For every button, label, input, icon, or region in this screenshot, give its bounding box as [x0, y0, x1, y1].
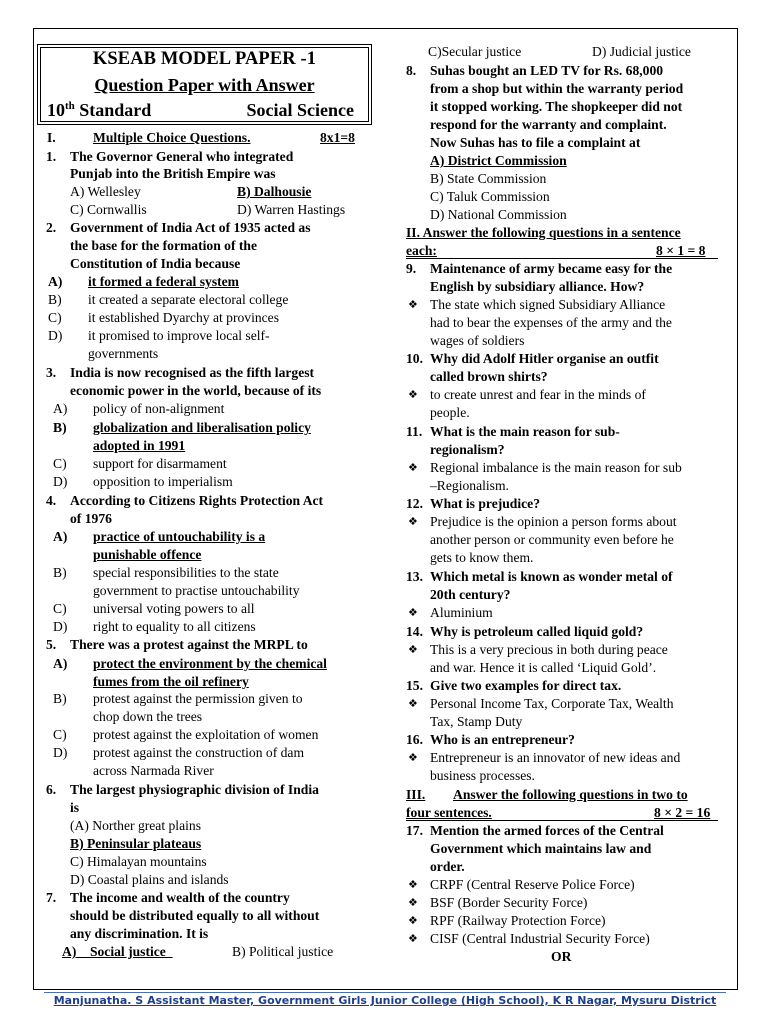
footer-divider	[44, 992, 726, 993]
q16-answer-2: business processes.	[430, 768, 535, 783]
q7-option-b: B) Political justice	[232, 944, 334, 959]
q13-number: 13.	[406, 569, 423, 584]
q4-c-label: C)	[53, 601, 67, 616]
q5-a-label: A)	[53, 656, 68, 671]
q4-option-a-answer: practice of untouchability is a	[93, 529, 266, 544]
q4-text: According to Citizens Rights Protection Act	[70, 493, 324, 508]
q8-option-b: B) State Commission	[430, 171, 547, 186]
q13-text: Which metal is known as wonder metal of	[430, 569, 673, 584]
q17-text: Mention the armed forces of the Central	[430, 823, 664, 838]
section-2-underline	[406, 258, 718, 259]
bullet-diamond-icon: ❖	[408, 515, 418, 528]
q5-number: 5.	[46, 637, 57, 652]
q3-option-d: opposition to imperialism	[93, 474, 233, 489]
q7-number: 7.	[46, 890, 57, 905]
q4-option-b: special responsibilities to the state	[93, 565, 279, 580]
q16-number: 16.	[406, 732, 423, 747]
q1-number: 1.	[46, 149, 57, 164]
q17-answer-4: CISF (Central Industrial Security Force)	[430, 931, 650, 946]
q8-text-5: Now Suhas has to file a complaint at	[430, 135, 641, 150]
section-2-title: II. Answer the following questions in a sentence	[406, 225, 681, 240]
bullet-diamond-icon: ❖	[408, 643, 418, 656]
q1-option-c: C) Cornwallis	[70, 202, 147, 217]
paper-subtitle: Question Paper with Answer	[94, 75, 315, 95]
q2-text: Government of India Act of 1935 acted as	[70, 220, 311, 235]
q8-text-3: it stopped working. The shopkeeper did not	[430, 99, 683, 114]
q8-text-2: from a shop but within the warranty period	[430, 81, 684, 96]
q11-answer-2: –Regionalism.	[430, 478, 509, 493]
bullet-diamond-icon: ❖	[408, 932, 418, 945]
q12-number: 12.	[406, 496, 423, 511]
q17-text-2: Government which maintains law and	[430, 841, 652, 856]
q3-text-2: economic power in the world, because of its	[70, 383, 322, 398]
q5-option-d: protest against the construction of dam	[93, 745, 305, 760]
q4-option-a-answer-2: punishable offence	[93, 547, 202, 562]
q15-text: Give two examples for direct tax.	[430, 678, 622, 693]
q11-answer: Regional imbalance is the main reason for sub	[430, 460, 682, 475]
bullet-diamond-icon: ❖	[408, 896, 418, 909]
section-2-title-2: each:	[406, 243, 437, 258]
q11-text: What is the main reason for sub-	[430, 424, 620, 439]
q6-option-b-answer: B) Peninsular plateaus	[70, 836, 202, 851]
bullet-diamond-icon: ❖	[408, 878, 418, 891]
q1-option-d: D) Warren Hastings	[237, 202, 346, 217]
q2-a-label: A)	[48, 274, 63, 289]
q2-option-d: it promised to improve local self-	[88, 328, 270, 343]
q17-text-3: order.	[430, 859, 465, 874]
q3-option-c: support for disarmament	[93, 456, 227, 471]
section-3-marks: 8 × 2 = 16	[654, 805, 711, 820]
q10-text: Why did Adolf Hitler organise an outfit	[430, 351, 659, 366]
q1-text-2: Punjab into the British Empire was	[70, 166, 276, 181]
q7-option-c: C)Secular justice	[428, 44, 522, 59]
q8-text-4: respond for the warranty and complaint.	[430, 117, 667, 132]
q7-text: The income and wealth of the country	[70, 890, 290, 905]
section-3-title: Answer the following questions in two to	[453, 787, 688, 802]
q12-text: What is prejudice?	[430, 496, 541, 511]
section-1-roman: I.	[47, 130, 56, 145]
q1-option-a: A) Wellesley	[70, 184, 141, 199]
q6-text: The largest physiographic division of India	[70, 782, 319, 797]
section-3-underline	[406, 820, 718, 821]
q6-option-d: D) Coastal plains and islands	[70, 872, 229, 887]
q15-answer: Personal Income Tax, Corporate Tax, Wealth	[430, 696, 674, 711]
section-3-title-2: four sentences.	[406, 805, 492, 820]
q5-option-b-2: chop down the trees	[93, 709, 203, 724]
q3-option-b-answer-2: adopted in 1991	[93, 438, 186, 453]
q5-d-label: D)	[53, 745, 68, 760]
standard-number: 10	[47, 100, 65, 120]
q4-b-label: B)	[53, 565, 67, 580]
q9-answer-3: wages of soldiers	[430, 333, 525, 348]
q15-answer-2: Tax, Stamp Duty	[430, 714, 523, 729]
q17-answer-2: BSF (Border Security Force)	[430, 895, 588, 910]
q5-option-b: protest against the permission given to	[93, 691, 303, 706]
bullet-diamond-icon: ❖	[408, 461, 418, 474]
q9-text-2: English by subsidiary alliance. How?	[430, 279, 645, 294]
q4-number: 4.	[46, 493, 57, 508]
q8-option-a-answer: A) District Commission	[430, 153, 567, 168]
title-box	[37, 44, 372, 125]
q4-option-c: universal voting powers to all	[93, 601, 255, 616]
standard-word: Standard	[74, 100, 152, 120]
q5-option-a-answer: protect the environment by the chemical	[93, 656, 327, 671]
q5-option-c: protest against the exploitation of women	[93, 727, 319, 742]
q8-option-c: C) Taluk Commission	[430, 189, 550, 204]
bullet-diamond-icon: ❖	[408, 914, 418, 927]
q8-option-d: D) National Commission	[430, 207, 567, 222]
bullet-diamond-icon: ❖	[408, 606, 418, 619]
bullet-diamond-icon: ❖	[408, 298, 418, 311]
q5-c-label: C)	[53, 727, 67, 742]
q2-number: 2.	[46, 220, 57, 235]
q2-option-d-2: governments	[88, 346, 159, 361]
q6-number: 6.	[46, 782, 57, 797]
q5-option-a-answer-2: fumes from the oil refinery	[93, 674, 249, 689]
q3-option-b-answer: globalization and liberalisation policy	[93, 420, 311, 435]
q15-number: 15.	[406, 678, 423, 693]
q3-number: 3.	[46, 365, 57, 380]
q12-answer-3: gets to know them.	[430, 550, 534, 565]
q7-text-3: any discrimination. It is	[70, 926, 209, 941]
q5-text: There was a protest against the MRPL to	[70, 637, 308, 652]
q16-text: Who is an entrepreneur?	[430, 732, 575, 747]
q11-text-2: regionalism?	[430, 442, 505, 457]
paper-title: KSEAB MODEL PAPER -1	[92, 49, 317, 69]
q3-text: India is now recognised as the fifth largest	[70, 365, 315, 380]
q3-d-label: D)	[53, 474, 68, 489]
q3-c-label: C)	[53, 456, 67, 471]
standard-suffix: th	[65, 100, 75, 112]
q5-option-d-2: across Narmada River	[93, 763, 214, 778]
q8-text: Suhas bought an LED TV for Rs. 68,000	[430, 63, 664, 78]
section-1-title: Multiple Choice Questions.	[93, 130, 251, 145]
q2-option-a-answer: it formed a federal system	[88, 274, 239, 289]
section-1-marks: 8x1=8	[320, 130, 355, 145]
q10-answer: to create unrest and fear in the minds of	[430, 387, 646, 402]
q1-text: The Governor General who integrated	[70, 149, 294, 164]
q10-text-2: called brown shirts?	[430, 369, 548, 384]
q6-option-a: (A) Norther great plains	[70, 818, 201, 833]
q4-option-b-2: government to practise untouchability	[93, 583, 300, 598]
q2-option-b: it created a separate electoral college	[88, 292, 289, 307]
q4-text-2: of 1976	[70, 511, 112, 526]
q8-number: 8.	[406, 63, 417, 78]
q9-answer-2: had to bear the expenses of the army and the	[430, 315, 672, 330]
q2-b-label: B)	[48, 292, 62, 307]
q7-text-2: should be distributed equally to all without	[70, 908, 320, 923]
q3-b-label: B)	[53, 420, 67, 435]
footer-credit: Manjunatha. S Assistant Master, Government Girls Junior College (High School), K R Nagar, Mysuru District	[53, 994, 717, 1007]
section-2-marks: 8 × 1 = 8	[656, 243, 706, 258]
or-label: OR	[551, 949, 572, 964]
q12-answer: Prejudice is the opinion a person forms about	[430, 514, 677, 529]
section-3-roman: III.	[406, 787, 426, 802]
subject-label: Social Science	[246, 100, 354, 120]
q7-option-d: D) Judicial justice	[592, 44, 691, 59]
q2-text-3: Constitution of India because	[70, 256, 241, 271]
q7-option-a-answer: A) Social justice	[62, 944, 173, 959]
q13-answer: Aluminium	[430, 605, 493, 620]
q10-number: 10.	[406, 351, 423, 366]
bullet-diamond-icon: ❖	[408, 388, 418, 401]
q9-answer: The state which signed Subsidiary Alliance	[430, 297, 666, 312]
q2-c-label: C)	[48, 310, 62, 325]
q3-option-a: policy of non-alignment	[93, 401, 225, 416]
q2-text-2: the base for the formation of the	[70, 238, 258, 253]
q5-b-label: B)	[53, 691, 67, 706]
q2-option-c: it established Dyarchy at provinces	[88, 310, 280, 325]
q4-d-label: D)	[53, 619, 68, 634]
q6-text-2: is	[70, 800, 80, 815]
q17-answer-3: RPF (Railway Protection Force)	[430, 913, 606, 928]
q6-option-c: C) Himalayan mountains	[70, 854, 207, 869]
q4-a-label: A)	[53, 529, 68, 544]
q1-option-b-answer: B) Dalhousie	[237, 184, 312, 199]
q14-number: 14.	[406, 624, 423, 639]
q14-text: Why is petroleum called liquid gold?	[430, 624, 644, 639]
q3-a-label: A)	[53, 401, 68, 416]
q11-number: 11.	[406, 424, 423, 439]
q14-answer: This is a very precious in both during peace	[430, 642, 668, 657]
q14-answer-2: and war. Hence it is called ‘Liquid Gold’.	[430, 660, 657, 675]
q2-d-label: D)	[48, 328, 63, 343]
bullet-diamond-icon: ❖	[408, 697, 418, 710]
q13-text-2: 20th century?	[430, 587, 511, 602]
q10-answer-2: people.	[430, 405, 470, 420]
q12-answer-2: another person or community even before he	[430, 532, 674, 547]
q9-number: 9.	[406, 261, 417, 276]
bullet-diamond-icon: ❖	[408, 751, 418, 764]
q17-answer-1: CRPF (Central Reserve Police Force)	[430, 877, 635, 892]
q9-text: Maintenance of army became easy for the	[430, 261, 673, 276]
q16-answer: Entrepreneur is an innovator of new ideas and	[430, 750, 681, 765]
standard-label	[47, 100, 151, 121]
q4-option-d: right to equality to all citizens	[93, 619, 256, 634]
q17-number: 17.	[406, 823, 423, 838]
